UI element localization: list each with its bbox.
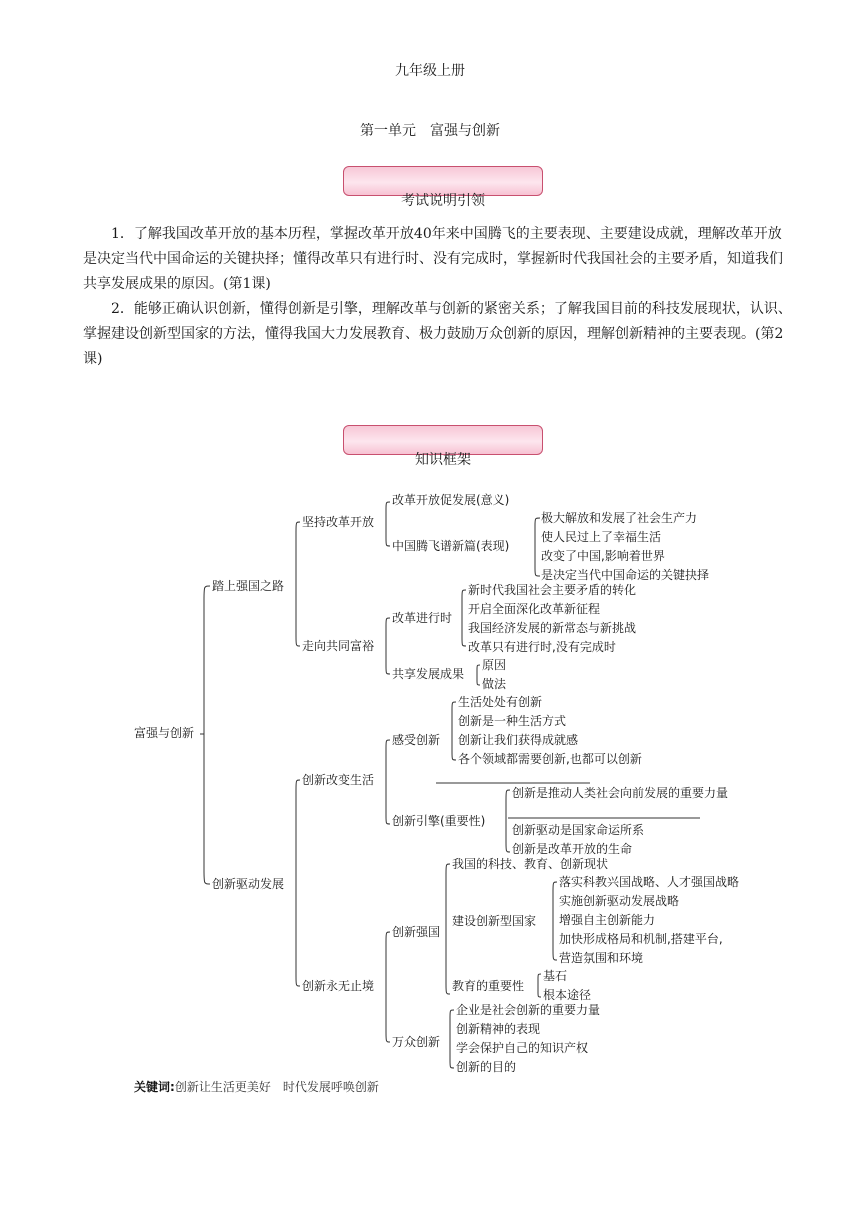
grade-title: 九年级上册: [395, 63, 465, 79]
leaf-build-2: 实施创新驱动发展战略: [559, 894, 680, 908]
leaf-mass-3: 学会保护自己的知识产权: [456, 1041, 589, 1055]
brace-build: [553, 882, 557, 960]
exam-description: [83, 222, 795, 372]
leaf-performance-4: 是决定当代中国命运的关键抉择: [541, 568, 710, 582]
leaf-feel-1: 生活处处有创新: [458, 695, 543, 709]
brace-performance: [535, 518, 540, 576]
node-l3-significance: 改革开放促发展(意义): [392, 493, 510, 507]
leaf-feel-3: 创新让我们获得成就感: [458, 733, 579, 747]
leaf-build-4: 加快形成格局和机制,搭建平台,: [559, 932, 723, 946]
leaf-build-3: 增强自主创新能力: [559, 913, 656, 927]
leaf-engine-1: 创新是推动人类社会向前发展的重要力量: [512, 786, 729, 800]
leaf-reform-now-2: 开启全面深化改革新征程: [468, 602, 601, 616]
exam-paragraph-2: 2．能够正确认识创新，懂得创新是引擎，理解改革与创新的紧密关系；了解我国目前的科技发展现状，认识、掌握建设创新型国家的方法，懂得我国大力发展教育、极力鼓励万众创新的原因，理解创新精神的主要表现。(第2课): [83, 301, 792, 367]
brace-endless: [386, 932, 390, 1042]
leaf-strong-status: 我国的科技、教育、创新现状: [452, 857, 609, 871]
leaf-mass-1: 企业是社会创新的重要力量: [456, 1003, 601, 1017]
keywords-label: 关键词:: [134, 1080, 175, 1094]
mindmap-root: 富强与创新: [134, 726, 195, 740]
brace-prosper: [386, 618, 390, 674]
node-l3-performance: 中国腾飞谱新篇(表现): [392, 539, 510, 553]
node-l3-engine: 创新引擎(重要性): [392, 814, 486, 828]
exam-paragraph-1: 1．了解我国改革开放的基本历程，掌握改革开放40年来中国腾飞的主要表现、主要建设成就，理解改革开放是决定当代中国命运的关键抉择；懂得改革只有进行时、没有完成时，掌握新时代我国社会的主要矛盾，知道我们共享发展成果的原因。(第1课): [83, 226, 783, 292]
leaf-reform-now-4: 改革只有进行时,没有完成时: [468, 640, 616, 654]
brace-engine: [506, 790, 510, 852]
leaf-edu-path: 根本途径: [543, 988, 592, 1002]
knowledge-mindmap: [0, 480, 860, 1080]
brace-root: [204, 586, 210, 884]
leaf-mass-4: 创新的目的: [456, 1060, 517, 1074]
leaf-mass-2: 创新精神的表现: [456, 1022, 541, 1036]
leaf-engine-3: 创新是改革开放的生命: [512, 842, 633, 856]
brace-feel: [452, 702, 456, 760]
unit-title: 第一单元 富强与创新: [360, 123, 500, 139]
keywords-line: [134, 1078, 379, 1095]
leaf-engine-2: 创新驱动是国家命运所系: [512, 823, 645, 837]
brace-reform: [386, 502, 390, 546]
brace-reform-now: [462, 590, 466, 646]
brace-road: [296, 522, 300, 646]
leaf-feel-4: 各个领域都需要创新,也都可以创新: [458, 752, 642, 766]
section-title-exam: 考试说明引领: [401, 193, 485, 209]
leaf-build-5: 营造氛围和环境: [559, 951, 644, 965]
node-l1-road: 踏上强国之路: [212, 579, 285, 593]
brace-change-life: [386, 740, 390, 824]
leaf-performance-2: 使人民过上了幸福生活: [541, 530, 662, 544]
leaf-reform-now-1: 新时代我国社会主要矛盾的转化: [468, 583, 637, 597]
node-l3-strong: 创新强国: [392, 925, 441, 939]
node-l3-feel: 感受创新: [392, 733, 441, 747]
brace-innovation: [296, 780, 300, 986]
node-l2-reform: 坚持改革开放: [302, 515, 375, 529]
brace-edu: [538, 974, 541, 997]
node-l3-reform-now: 改革进行时: [392, 611, 453, 625]
leaf-edu-base: 基石: [543, 969, 568, 983]
leaf-feel-2: 创新是一种生活方式: [458, 714, 567, 728]
brace-strong: [446, 864, 450, 994]
node-l2-endless: 创新永无止境: [302, 979, 375, 993]
brace-share: [477, 665, 480, 685]
node-l2-prosper: 走向共同富裕: [302, 639, 375, 653]
leaf-reform-now-3: 我国经济发展的新常态与新挑战: [468, 621, 637, 635]
leaf-performance-3: 改变了中国,影响着世界: [541, 549, 665, 563]
leaf-share-method: 做法: [482, 677, 507, 691]
node-l1-innovation: 创新驱动发展: [212, 877, 285, 891]
leaf-performance-1: 极大解放和发展了社会生产力: [541, 511, 698, 525]
node-l3-share: 共享发展成果: [392, 667, 465, 681]
section-title-framework: 知识框架: [415, 452, 471, 468]
leaf-strong-build: 建设创新型国家: [452, 914, 537, 928]
leaf-strong-edu: 教育的重要性: [452, 979, 525, 993]
brace-mass: [450, 1010, 454, 1068]
keywords-value: 创新让生活更美好 时代发展呼唤创新: [174, 1080, 379, 1094]
leaf-build-1: 落实科教兴国战略、人才强国战略: [559, 875, 740, 889]
leaf-share-reason: 原因: [482, 658, 507, 672]
node-l2-change-life: 创新改变生活: [302, 773, 375, 787]
node-l3-mass: 万众创新: [392, 1035, 441, 1049]
